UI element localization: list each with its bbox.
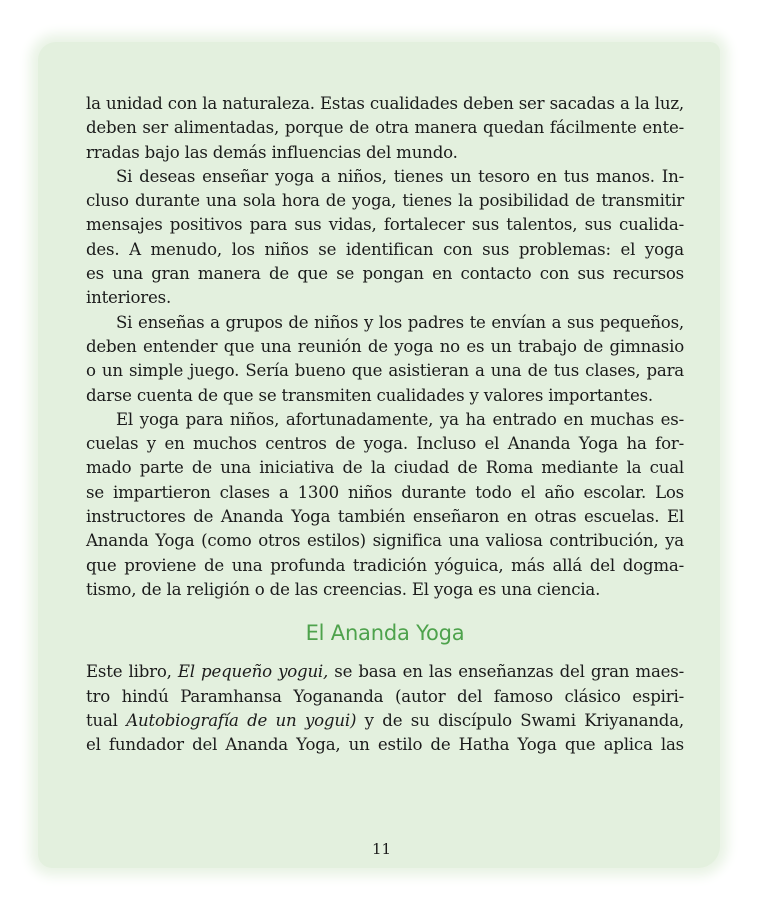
text-line: es una gran manera de que se pongan en contacto con sus recursos: [86, 264, 684, 284]
paragraph-1: [86, 92, 684, 165]
text-line: o un simple juego. Sería bueno que asistieran a una de tus clases, para: [86, 361, 684, 381]
text-line: rradas bajo las demás influencias del mundo.: [86, 142, 458, 162]
text-line: instructores de Ananda Yoga también enseñaron en otras escuelas. El: [86, 507, 684, 527]
text-line: Ananda Yoga (como otros estilos) significa una valiosa contribución, ya: [86, 531, 684, 551]
text-line: deben entender que una reunión de yoga no es un trabajo de gimnasio: [86, 336, 684, 356]
text-line: Si enseñas a grupos de niños y los padres te envían a sus pequeños,: [116, 312, 684, 332]
text-line: mensajes positivos para sus vidas, fortalecer sus talentos, sus cualida-: [86, 215, 684, 235]
text-segment: tual: [86, 710, 127, 730]
text-line: que proviene de una profunda tradición yóguica, más allá del dogma-: [86, 555, 684, 575]
text-line: interiores.: [86, 288, 172, 308]
text-line: cuelas y en muchos centros de yoga. Incluso el Ananda Yoga ha for-: [86, 434, 684, 454]
paragraph-3: [86, 311, 684, 408]
section-heading: El Ananda Yoga: [305, 621, 465, 646]
text-line: [86, 660, 684, 684]
text-line: des. A menudo, los niños se identifican con sus problemas: el yoga: [86, 239, 684, 259]
text-line: el fundador del Ananda Yoga, un estilo de Hatha Yoga que aplica las: [86, 735, 684, 755]
paragraph-4: [86, 408, 684, 602]
text-line: darse cuenta de que se transmiten cualidades y valores importantes.: [86, 385, 654, 405]
paragraph-2: [86, 165, 684, 311]
book-title: El pequeño yogui,: [177, 662, 329, 682]
body-text: [86, 92, 684, 757]
text-line: deben ser alimentadas, porque de otra manera quedan fácilmente ente-: [86, 118, 684, 138]
text-segment: y de su discípulo Swami Kriyananda,: [356, 710, 684, 730]
text-line: El yoga para niños, afortunadamente, ya ha entrado en muchas es-: [116, 409, 684, 429]
paragraph-5: [86, 660, 684, 757]
text-line: Si deseas enseñar yoga a niños, tienes un tesoro en tus manos. In-: [116, 166, 684, 186]
book-title: Autobiografía de un yogui): [126, 710, 357, 730]
text-line: tro hindú Paramhansa Yogananda (autor del famoso clásico espiri-: [86, 686, 684, 706]
text-line: [86, 709, 684, 733]
text-line: se impartieron clases a 1300 niños durante todo el año escolar. Los: [86, 482, 684, 502]
text-segment: se basa en las enseñanzas del gran maes-: [328, 662, 684, 682]
text-line: cluso durante una sola hora de yoga, tienes la posibilidad de transmitir: [86, 191, 684, 211]
text-line: mado parte de una iniciativa de la ciudad de Roma mediante la cual: [86, 458, 684, 478]
text-line: tismo, de la religión o de las creencias. El yoga es una ciencia.: [86, 579, 601, 599]
text-line: la unidad con la naturaleza. Estas cualidades deben ser sacadas a la luz,: [86, 94, 684, 113]
page-number: 11: [371, 840, 392, 858]
text-segment: Este libro,: [86, 662, 178, 682]
